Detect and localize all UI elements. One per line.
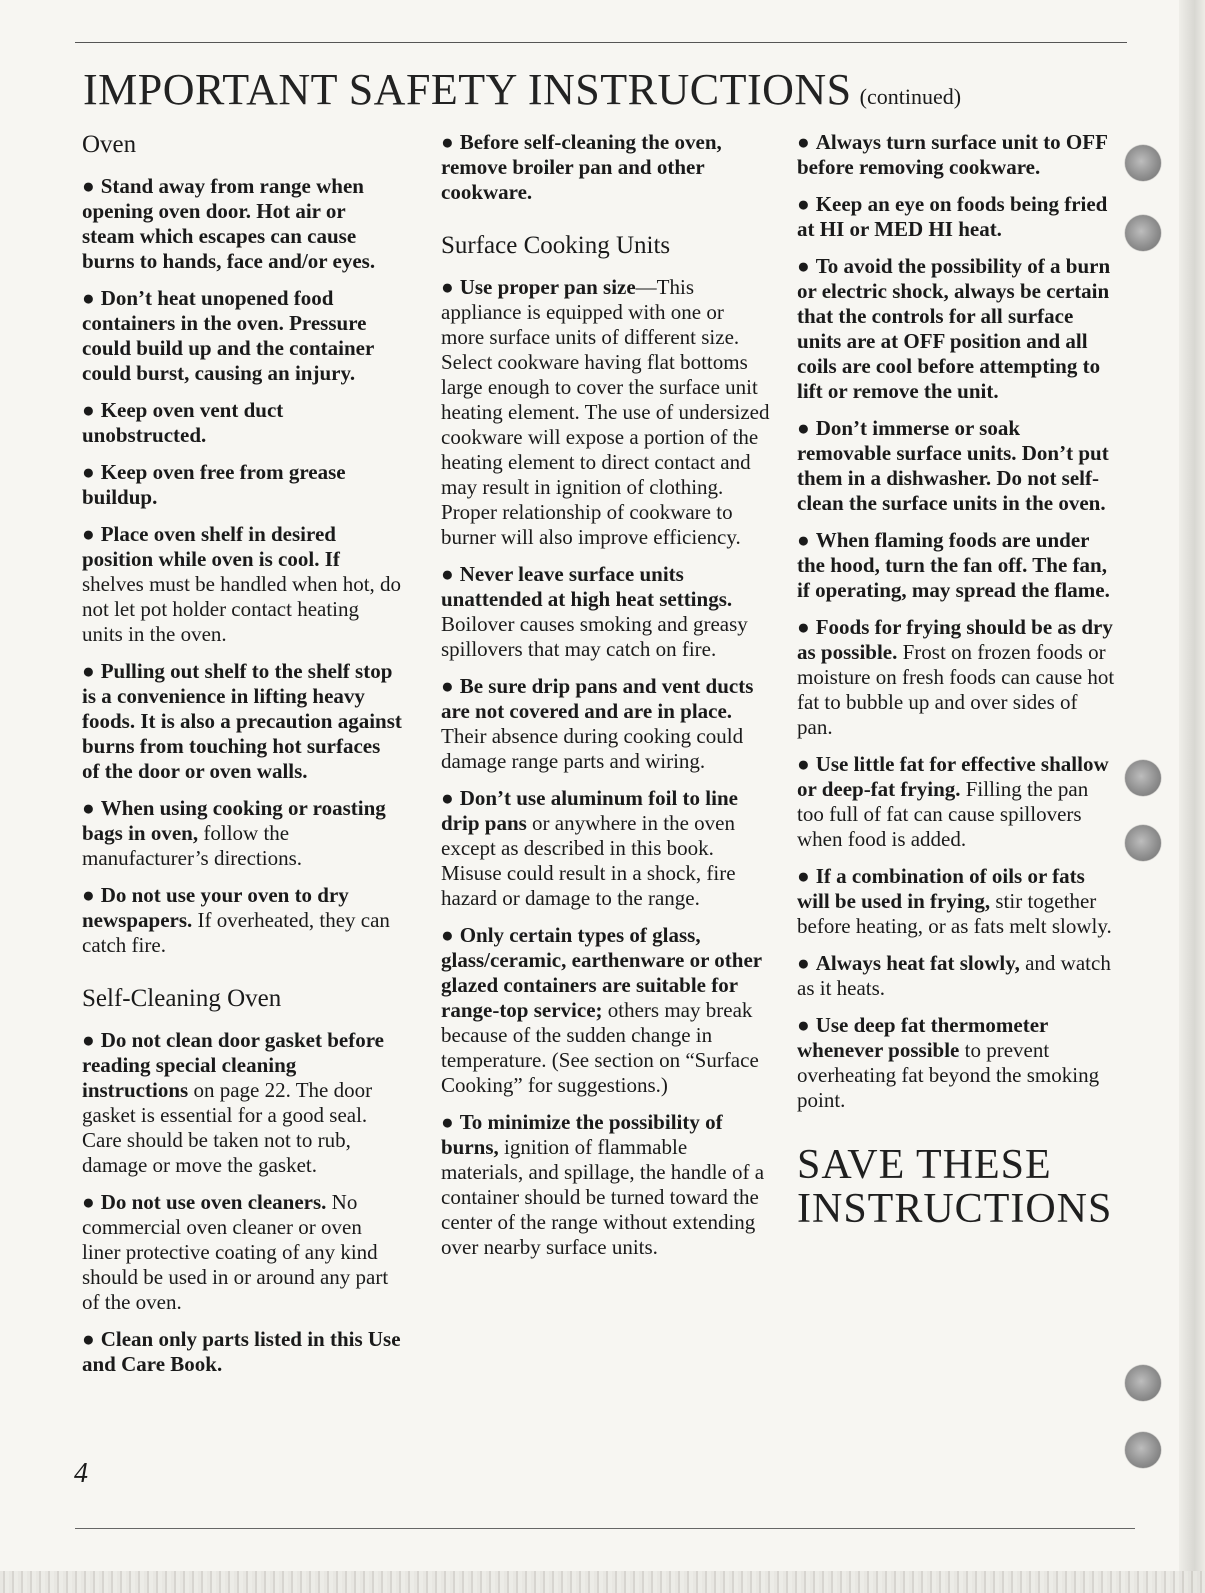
punch-hole-icon [1125, 1432, 1161, 1468]
instruction-text: ignition of flammable materials, and spillage, the handle of a container should be turned toward the center of the range without extending over nearby surface units. [441, 1135, 765, 1259]
bullet-icon: ● [441, 786, 454, 810]
instruction-item [82, 659, 402, 784]
bullet-icon: ● [441, 562, 454, 586]
bullet-icon: ● [797, 864, 810, 888]
instruction-bold: To avoid the possibility of a burn or electric shock, always be certain that the controls for all surface units are at OFF position and all coils are cool before attempting to lift or remove the unit. [797, 254, 1111, 403]
bullet-icon: ● [82, 796, 95, 820]
instruction-item [441, 786, 771, 911]
instruction-bold: Always turn surface unit to OFF before removing cookware. [797, 130, 1108, 179]
bullet-icon: ● [441, 275, 454, 299]
instruction-text: Boilover causes smoking and greasy spillovers that may catch on fire. [441, 612, 748, 661]
instruction-bold: Clean only parts listed in this Use and Care Book. [82, 1327, 401, 1376]
bullet-icon: ● [82, 1028, 95, 1052]
bullet-icon: ● [82, 174, 95, 198]
column-2 [441, 130, 771, 1272]
bullet-icon: ● [797, 752, 810, 776]
column-3 [797, 130, 1117, 1231]
instruction-item [82, 460, 402, 510]
instruction-item [797, 254, 1117, 404]
instruction-bold: Do not use oven cleaners. [100, 1190, 327, 1214]
instruction-bold: When flaming foods are under the hood, turn the fan off. The fan, if operating, may spread the flame. [797, 528, 1110, 602]
bullet-icon: ● [82, 1190, 95, 1214]
bullet-icon: ● [82, 286, 95, 310]
instruction-text: and watch as it heats. [797, 951, 1111, 1000]
instruction-text: Filling the pan too full of fat can cause spillovers when food is added. [797, 777, 1089, 851]
bullet-icon: ● [797, 254, 810, 278]
bullet-icon: ● [82, 659, 95, 683]
page-header [83, 64, 961, 115]
instruction-item [82, 286, 402, 386]
instruction-bold: Always heat fat slowly, [815, 951, 1020, 975]
instruction-item [82, 1028, 402, 1178]
instruction-text: stir together before heating, or as fats melt slowly. [797, 889, 1112, 938]
instruction-item [441, 1110, 771, 1260]
instruction-item [82, 1327, 402, 1377]
instruction-text: If overheated, they can catch fire. [82, 908, 390, 957]
bullet-icon: ● [82, 522, 95, 546]
instruction-bold: Foods for frying should be as dry as possible. [797, 615, 1113, 664]
bullet-icon: ● [82, 883, 95, 907]
instruction-item [82, 398, 402, 448]
instruction-bold: Don’t immerse or soak removable surface units. Don’t put them in a dishwasher. Do not self-clean the surface units in the oven. [797, 416, 1109, 515]
bullet-icon: ● [441, 130, 454, 154]
bullet-icon: ● [797, 1013, 810, 1037]
top-rule [75, 42, 1127, 43]
section-heading: Oven [82, 131, 137, 158]
instruction-bold: Don’t heat unopened food containers in the oven. Pressure could build up and the container could burst, causing an injury. [82, 286, 374, 385]
page-subtitle: (continued) [859, 84, 962, 109]
instruction-item [797, 416, 1117, 516]
instruction-text: or anywhere in the oven except as described in this book. Misuse could result in a shock, fire hazard or damage to the range. [441, 811, 736, 910]
bullet-icon: ● [82, 1327, 95, 1351]
bullet-icon: ● [797, 951, 810, 975]
instruction-text: shelves must be handled when hot, do not let pot holder contact heating units in the oven. [82, 572, 402, 646]
instruction-item [82, 1190, 402, 1315]
instruction-bold: If a combination of oils or fats will be used in frying, [797, 864, 1085, 913]
bullet-icon: ● [441, 674, 454, 698]
bullet-icon: ● [441, 1110, 454, 1134]
instruction-bold: Pulling out shelf to the shelf stop is a convenience in lifting heavy foods. It is also a precaution against burns from touching hot surfaces of the door or oven walls. [82, 659, 402, 783]
instruction-item [797, 528, 1117, 603]
bullet-icon: ● [82, 398, 95, 422]
column-1 [82, 130, 402, 1389]
instruction-item [441, 130, 771, 205]
instruction-bold: Only certain types of glass, glass/ceramic, earthenware or other glazed containers are suitable for range-top service; [441, 923, 762, 1022]
instruction-bold: To minimize the possibility of burns, [441, 1110, 723, 1159]
instruction-item [441, 275, 771, 550]
instruction-text: Their absence during cooking could damage range parts and wiring. [441, 724, 744, 773]
punch-hole-icon [1125, 825, 1161, 861]
bullet-icon: ● [797, 615, 810, 639]
punch-hole-icon [1125, 760, 1161, 796]
instruction-item [441, 674, 771, 774]
save-instructions-banner: SAVE THESE INSTRUCTIONS [797, 1142, 1113, 1232]
bullet-icon: ● [797, 192, 810, 216]
instruction-item [82, 883, 402, 958]
instruction-bold: Keep an eye on foods being fried at HI or MED HI heat. [797, 192, 1108, 241]
instruction-text: to prevent overheating fat beyond the smoking point. [797, 1038, 1100, 1112]
instruction-text: others may break because of the sudden change in temperature. (See section on “Surface Cooking” for suggestions.) [441, 998, 759, 1097]
instruction-item [797, 130, 1117, 180]
page-number: 4 [74, 1458, 88, 1489]
instruction-bold: Don’t use aluminum foil to line drip pans [441, 786, 738, 835]
instruction-bold: Keep oven vent duct unobstructed. [82, 398, 284, 447]
instruction-item [797, 864, 1117, 939]
instruction-bold: Never leave surface units unattended at high heat settings. [441, 562, 733, 611]
bullet-icon: ● [797, 130, 810, 154]
instruction-item [797, 615, 1117, 740]
section-heading: Surface Cooking Units [441, 232, 671, 259]
instruction-bold: Keep oven free from grease buildup. [82, 460, 346, 509]
instruction-item [797, 752, 1117, 852]
scan-bottom-edge [0, 1571, 1205, 1593]
instruction-item [797, 192, 1117, 242]
instruction-item [797, 951, 1117, 1001]
bullet-icon: ● [441, 923, 454, 947]
instruction-bold: Use little fat for effective shallow or deep-fat frying. [797, 752, 1109, 801]
instruction-text: —This appliance is equipped with one or more surface units of different size. Select cookware having flat bottoms large enough to cover the surface unit heating element. The use of undersized cookware will expose a portion of the heating element to direct contact and may result in ignition of clothing. Proper relationship of cookware to burner will also improve efficiency. [441, 275, 770, 549]
instruction-bold: Before self-cleaning the oven, remove broiler pan and other cookware. [441, 130, 722, 204]
instruction-item [82, 522, 402, 647]
instruction-item [441, 923, 771, 1098]
page-title: IMPORTANT SAFETY INSTRUCTIONS [83, 65, 852, 114]
bullet-icon: ● [82, 460, 95, 484]
instruction-item [797, 1013, 1117, 1113]
instruction-bold: When using cooking or roasting bags in oven, [82, 796, 386, 845]
instruction-text: No commercial oven cleaner or oven liner protective coating of any kind should be used in or around any part of the oven. [82, 1190, 389, 1314]
instruction-bold: Be sure drip pans and vent ducts are not covered and are in place. [441, 674, 754, 723]
punch-hole-icon [1125, 1365, 1161, 1401]
instruction-text: on page 22. The door gasket is essential for a good seal. Care should be taken not to rub, damage or move the gasket. [82, 1078, 373, 1177]
bullet-icon: ● [797, 416, 810, 440]
instruction-bold: Use proper pan size [459, 275, 636, 299]
instruction-text: follow the manufacturer’s directions. [82, 821, 303, 870]
punch-hole-icon [1125, 215, 1161, 251]
instruction-item [441, 562, 771, 662]
section-heading: Self-Cleaning Oven [82, 985, 282, 1012]
instruction-bold: Do not clean door gasket before reading special cleaning instructions [82, 1028, 384, 1102]
instruction-bold: Use deep fat thermometer whenever possible [797, 1013, 1048, 1062]
instruction-bold: Place oven shelf in desired position while oven is cool. If [82, 522, 340, 571]
instruction-bold: Stand away from range when opening oven door. Hot air or steam which escapes can cause burns to hands, face and/or eyes. [82, 174, 376, 273]
punch-hole-icon [1125, 145, 1161, 181]
bullet-icon: ● [797, 528, 810, 552]
page-edge-shadow [1179, 0, 1205, 1593]
instruction-bold: Do not use your oven to dry newspapers. [82, 883, 349, 932]
instruction-item [82, 796, 402, 871]
bottom-rule [75, 1528, 1135, 1529]
instruction-item [82, 174, 402, 274]
instruction-text: Frost on frozen foods or moisture on fresh foods can cause hot fat to bubble up and over sides of pan. [797, 640, 1115, 739]
